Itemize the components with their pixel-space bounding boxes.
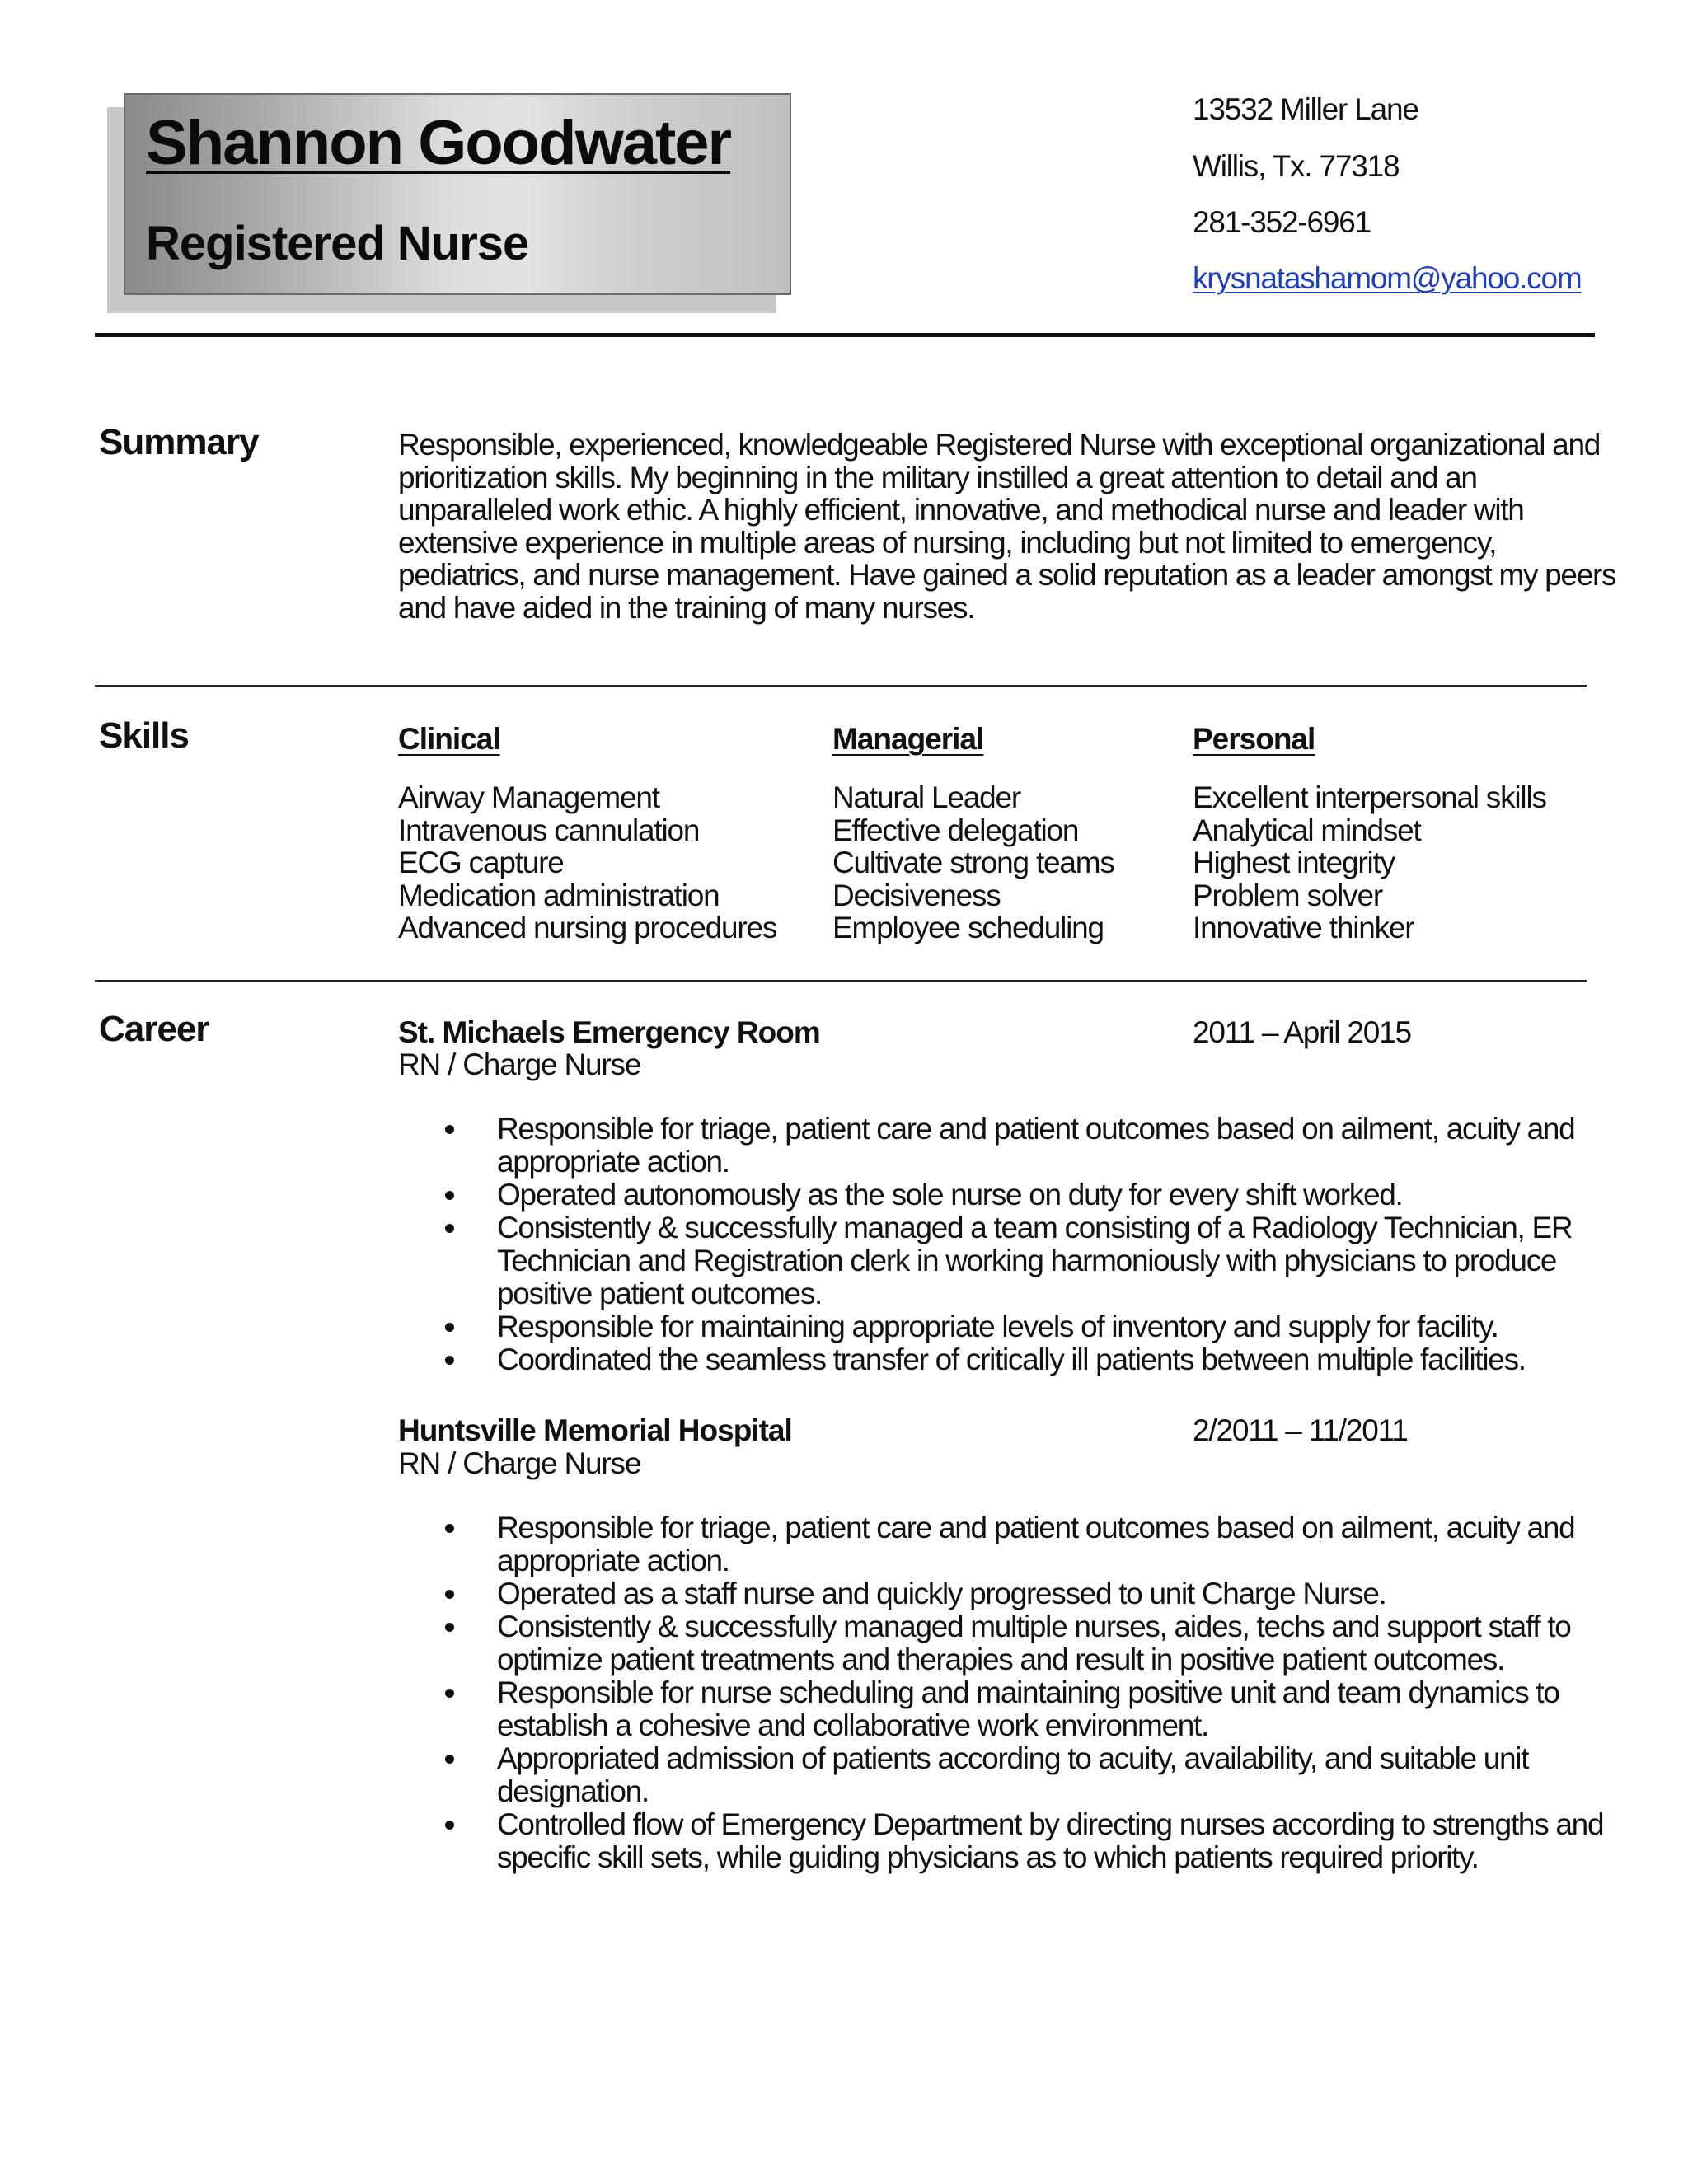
job-employer: St. Michaels Emergency Room	[398, 1015, 820, 1049]
list-item	[445, 1343, 1599, 1376]
skills-clinical-heading: Clinical	[398, 722, 500, 756]
bullet-line: appropriate action.	[497, 1145, 729, 1179]
list-item	[445, 1577, 1599, 1610]
list-item	[445, 1113, 1599, 1179]
summary-line: pediatrics, and nurse management. Have gained a solid reputation as a leader amongst my peers	[398, 558, 1616, 592]
list-item	[445, 1511, 1599, 1577]
email-link[interactable]: krysnatashamom@yahoo.com	[1193, 261, 1582, 295]
header-divider	[95, 333, 1595, 337]
list-item	[445, 1742, 1599, 1808]
list-item	[445, 1310, 1599, 1343]
job-dates: 2/2011 – 11/2011	[1193, 1413, 1408, 1447]
bullet-line: Controlled flow of Emergency Department by directing nurses according to strengths and	[497, 1807, 1604, 1841]
skill-item: Problem solver	[1193, 878, 1382, 912]
skills-personal-heading: Personal	[1193, 722, 1315, 756]
bullet-line: Responsible for nurse scheduling and maintaining positive unit and team dynamics to	[497, 1675, 1559, 1709]
summary-line: unparalleled work ethic. A highly efficient, innovative, and methodical nurse and leader with	[398, 493, 1524, 527]
bullet-icon	[445, 1590, 454, 1599]
candidate-title: Registered Nurse	[146, 217, 529, 270]
bullet-icon	[445, 1323, 454, 1332]
skill-item: Innovative thinker	[1193, 911, 1414, 944]
bullet-icon	[445, 1191, 454, 1200]
skill-item: Intravenous cannulation	[398, 813, 700, 847]
bullet-icon	[445, 1755, 454, 1764]
skill-item: Effective delegation	[832, 813, 1079, 847]
bullet-line: appropriate action.	[497, 1544, 729, 1577]
address-line-2: Willis, Tx. 77318	[1193, 149, 1400, 183]
list-item	[445, 1212, 1599, 1310]
bullet-line: Operated autonomously as the sole nurse on duty for every shift worked.	[497, 1178, 1403, 1212]
bullet-icon	[445, 1224, 454, 1233]
list-item	[445, 1807, 1604, 1874]
bullet-line: Consistently & successfully managed multiple nurses, aides, techs and support staff to	[497, 1610, 1571, 1643]
address-line-1: 13532 Miller Lane	[1193, 92, 1418, 126]
job-employer: Huntsville Memorial Hospital	[398, 1413, 792, 1447]
skill-item: Analytical mindset	[1193, 813, 1421, 847]
summary-line: and have aided in the training of many nurses.	[398, 590, 975, 625]
summary-line: prioritization skills. My beginning in the military instilled a great attention to detail and an	[398, 460, 1477, 494]
skills-managerial-heading: Managerial	[832, 722, 984, 756]
skill-item: Cultivate strong teams	[832, 846, 1114, 879]
skills-personal-list	[1193, 781, 1546, 944]
bullet-icon	[445, 1356, 454, 1365]
skill-item: Excellent interpersonal skills	[1193, 780, 1546, 814]
bullet-line: Technician and Registration clerk in working harmoniously with physicians to produce	[497, 1244, 1557, 1277]
list-item	[445, 1610, 1599, 1676]
summary-heading: Summary	[99, 422, 259, 462]
skill-item: Employee scheduling	[832, 911, 1104, 944]
skills-heading: Skills	[99, 715, 189, 756]
career-heading: Career	[99, 1009, 209, 1049]
candidate-name: Shannon Goodwater	[146, 108, 731, 178]
bullet-line: establish a cohesive and collaborative work environment.	[497, 1708, 1208, 1742]
phone-number: 281-352-6961	[1193, 205, 1372, 239]
skill-item: Medication administration	[398, 878, 720, 912]
skill-item: ECG capture	[398, 846, 564, 879]
bullet-line: positive patient outcomes.	[497, 1277, 822, 1310]
bullet-line: Responsible for maintaining appropriate levels of inventory and supply for facility.	[497, 1310, 1498, 1343]
job-dates: 2011 – April 2015	[1193, 1015, 1411, 1049]
bullet-line: Responsible for triage, patient care and patient outcomes based on ailment, acuity and	[497, 1112, 1575, 1146]
skill-item: Decisiveness	[832, 878, 1001, 912]
skills-managerial-list	[832, 781, 1114, 944]
skill-item: Highest integrity	[1193, 846, 1395, 879]
bullet-line: optimize patient treatments and therapies and result in positive patient outcomes.	[497, 1643, 1505, 1676]
bullet-icon	[445, 1125, 454, 1134]
skill-item: Advanced nursing procedures	[398, 911, 777, 944]
job-role: RN / Charge Nurse	[398, 1047, 641, 1081]
summary-divider	[95, 685, 1587, 687]
bullet-line: Coordinated the seamless transfer of critically ill patients between multiple facilities.	[497, 1343, 1526, 1376]
list-item	[445, 1179, 1599, 1212]
skill-item: Airway Management	[398, 780, 659, 814]
bullet-line: designation.	[497, 1774, 649, 1808]
job-bullet-list	[445, 1113, 1599, 1376]
bullet-icon	[445, 1524, 454, 1533]
skills-divider	[95, 980, 1587, 982]
job-bullet-list	[445, 1511, 1604, 1874]
bullet-line: Consistently & successfully managed a team consisting of a Radiology Technician, ER	[497, 1211, 1573, 1244]
summary-line: Responsible, experienced, knowledgeable Registered Nurse with exceptional organizational and	[398, 428, 1600, 462]
list-item	[445, 1676, 1599, 1742]
skills-clinical-list	[398, 781, 776, 944]
summary-line: extensive experience in multiple areas of nursing, including but not limited to emergency,	[398, 525, 1497, 560]
skill-item: Natural Leader	[832, 780, 1020, 814]
bullet-icon	[445, 1821, 454, 1830]
bullet-line: Appropriated admission of patients according to acuity, availability, and suitable unit	[497, 1741, 1529, 1775]
summary-paragraph	[398, 428, 1616, 625]
job-role: RN / Charge Nurse	[398, 1446, 641, 1480]
bullet-icon	[445, 1623, 454, 1632]
bullet-line: specific skill sets, while guiding physicians as to which patients required priority.	[497, 1840, 1479, 1874]
bullet-line: Responsible for triage, patient care and patient outcomes based on ailment, acuity and	[497, 1511, 1575, 1544]
bullet-icon	[445, 1689, 454, 1698]
bullet-line: Operated as a staff nurse and quickly progressed to unit Charge Nurse.	[497, 1577, 1386, 1610]
